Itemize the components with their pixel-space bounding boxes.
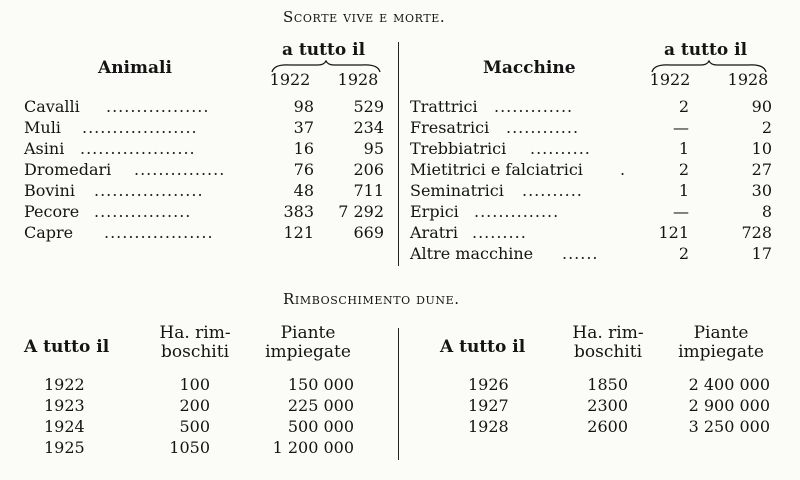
dot-leader: .................. bbox=[94, 181, 204, 200]
value-1922: 121 bbox=[658, 223, 689, 242]
dot-leader: ............... bbox=[134, 160, 226, 179]
dot-leader: ................ bbox=[94, 202, 192, 221]
animali-period-header: a tutto il bbox=[282, 40, 366, 60]
row-label: Mietitrici e falciatrici bbox=[410, 160, 583, 179]
ha-header-line2: boschiti bbox=[573, 342, 643, 362]
ha-cell: 1850 bbox=[587, 375, 628, 394]
value-1922: 16 bbox=[293, 139, 314, 158]
value-1922: 2 bbox=[678, 97, 689, 116]
value-1922: 1 bbox=[678, 139, 689, 158]
piante-cell: 150 000 bbox=[287, 375, 354, 394]
rimb-left-ha-header bbox=[152, 324, 238, 362]
animali-year-1928: 1928 bbox=[337, 70, 379, 89]
year-cell: 1926 bbox=[468, 375, 509, 394]
dot-leader: ......... bbox=[472, 223, 527, 242]
animali-year-1922: 1922 bbox=[269, 70, 311, 89]
ha-header-line1: Ha. rim- bbox=[572, 323, 644, 343]
dot-leader: .......... bbox=[530, 139, 591, 158]
dot-leader: .......... bbox=[522, 181, 583, 200]
animali-header: Animali bbox=[98, 58, 172, 78]
value-1922: 2 bbox=[678, 160, 689, 179]
ha-cell: 100 bbox=[179, 375, 210, 394]
value-1922: — bbox=[673, 202, 689, 221]
row-label: Capre bbox=[24, 223, 74, 242]
row-label: Aratri bbox=[410, 223, 458, 242]
row-label: Seminatrici bbox=[410, 181, 504, 200]
row-label: Dromedari bbox=[24, 160, 112, 179]
value-1928: 30 bbox=[751, 181, 772, 200]
dot-leader: ...... bbox=[562, 244, 599, 263]
value-1928: 529 bbox=[353, 97, 384, 116]
rimb-right-year-header: A tutto il bbox=[440, 337, 526, 357]
row-label: Asini bbox=[24, 139, 65, 158]
ha-cell: 2600 bbox=[587, 417, 628, 436]
macchine-period-header: a tutto il bbox=[664, 40, 748, 60]
value-1922: 121 bbox=[283, 223, 314, 242]
piante-cell: 2 400 000 bbox=[688, 375, 770, 394]
value-1928: 95 bbox=[363, 139, 384, 158]
row-label: Erpici bbox=[410, 202, 459, 221]
year-cell: 1925 bbox=[44, 438, 85, 457]
piante-cell: 3 250 000 bbox=[688, 417, 770, 436]
row-label: Fresatrici bbox=[410, 118, 490, 137]
dot-leader: . bbox=[620, 160, 627, 179]
year-cell: 1928 bbox=[468, 417, 509, 436]
value-1928: 206 bbox=[353, 160, 384, 179]
value-1922: 76 bbox=[293, 160, 314, 179]
value-1922: 48 bbox=[293, 181, 314, 200]
value-1928: 10 bbox=[751, 139, 772, 158]
year-cell: 1927 bbox=[468, 396, 509, 415]
piante-header-line2: impiegate bbox=[265, 342, 351, 362]
value-1922: 37 bbox=[293, 118, 314, 137]
rimb-right-ha-header bbox=[565, 324, 651, 362]
piante-cell: 2 900 000 bbox=[688, 396, 770, 415]
rimb-left-piante-header bbox=[255, 324, 361, 362]
value-1928: 17 bbox=[751, 244, 772, 263]
scorte-title: Scorte vive e morte. bbox=[283, 8, 446, 26]
rimboschimento-column-divider bbox=[398, 328, 399, 460]
value-1928: 7 292 bbox=[338, 202, 384, 221]
ha-header-line2: boschiti bbox=[160, 342, 230, 362]
ha-cell: 2300 bbox=[587, 396, 628, 415]
dot-leader: .................. bbox=[104, 223, 214, 242]
row-label: Trebbiatrici bbox=[410, 139, 507, 158]
row-label: Muli bbox=[24, 118, 61, 137]
value-1928: 90 bbox=[751, 97, 772, 116]
value-1922: 1 bbox=[678, 181, 689, 200]
row-label: Bovini bbox=[24, 181, 75, 200]
piante-header-line2: impiegate bbox=[678, 342, 764, 362]
year-cell: 1923 bbox=[44, 396, 85, 415]
dot-leader: .............. bbox=[474, 202, 560, 221]
dot-leader: ................... bbox=[82, 118, 198, 137]
value-1928: 728 bbox=[741, 223, 772, 242]
dot-leader: ................... bbox=[80, 139, 196, 158]
value-1928: 8 bbox=[761, 202, 772, 221]
value-1922: — bbox=[673, 118, 689, 137]
macchine-year-1928: 1928 bbox=[727, 70, 769, 89]
rimb-left-year-header: A tutto il bbox=[24, 337, 110, 357]
value-1922: 2 bbox=[678, 244, 689, 263]
value-1922: 98 bbox=[293, 97, 314, 116]
value-1928: 234 bbox=[353, 118, 384, 137]
piante-cell: 1 200 000 bbox=[272, 438, 354, 457]
row-label: Cavalli bbox=[24, 97, 80, 116]
ha-header-line1: Ha. rim- bbox=[159, 323, 231, 343]
ha-cell: 1050 bbox=[169, 438, 210, 457]
value-1928: 2 bbox=[761, 118, 772, 137]
value-1928: 669 bbox=[353, 223, 384, 242]
year-cell: 1924 bbox=[44, 417, 85, 436]
piante-header-line1: Piante bbox=[280, 323, 336, 343]
value-1928: 27 bbox=[751, 160, 772, 179]
ha-cell: 500 bbox=[179, 417, 210, 436]
piante-cell: 500 000 bbox=[287, 417, 354, 436]
row-label: Pecore bbox=[24, 202, 80, 221]
year-cell: 1922 bbox=[44, 375, 85, 394]
dot-leader: ............. bbox=[494, 97, 574, 116]
macchine-year-1922: 1922 bbox=[649, 70, 691, 89]
macchine-header: Macchine bbox=[483, 58, 576, 78]
scorte-column-divider bbox=[398, 42, 399, 266]
ha-cell: 200 bbox=[179, 396, 210, 415]
dot-leader: ................. bbox=[106, 97, 210, 116]
rimboschimento-title: Rimboschimento dune. bbox=[283, 290, 460, 308]
value-1922: 383 bbox=[283, 202, 314, 221]
rimb-right-piante-header bbox=[668, 324, 774, 362]
row-label: Trattrici bbox=[410, 97, 478, 116]
piante-cell: 225 000 bbox=[287, 396, 354, 415]
piante-header-line1: Piante bbox=[693, 323, 749, 343]
row-label: Altre macchine bbox=[410, 244, 534, 263]
dot-leader: ............ bbox=[506, 118, 580, 137]
value-1928: 711 bbox=[353, 181, 384, 200]
